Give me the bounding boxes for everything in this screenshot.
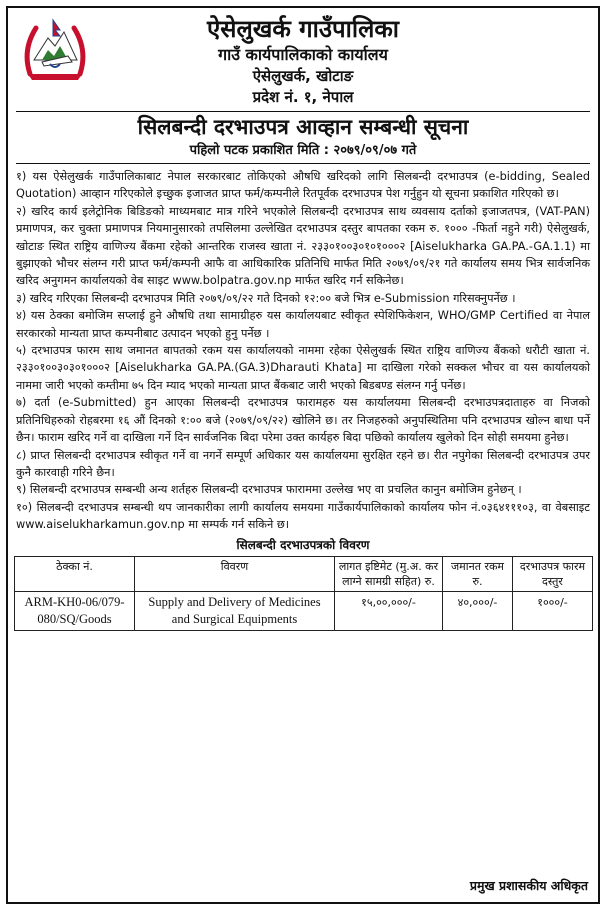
notice-page bbox=[6, 6, 600, 904]
government-emblem-icon bbox=[20, 16, 90, 84]
cell-security-amount: ४०,०००/- bbox=[443, 591, 513, 630]
cell-description: Supply and Delivery of Medicines and Surgical Equipments bbox=[135, 591, 335, 630]
cell-cost-estimate: १५,००,०००/- bbox=[335, 591, 443, 630]
notice-paragraph: २) खरिद कार्य इलेट्रोनिक बिडिङको माध्यमबाट मात्र गरिने भएकोले सिलबन्दी दरभाउपत्र साथ व्यवसाय दर्ताको इजाजतपत्र, (VAT-PAN) प्रमाणपत्र, कर चुक्ता प्रमाणपत्र नियमानुसारको तपसिलमा उल्लेखित दरभाउपत्र दस्तुर बापतका रकम रु. १००० -फिर्ता नहुने गरी) ऐसेलुखर्क, खोटाङ स्थित राष्ट्रिय वाणिज्य बैंकमा रहेको आन्तरिक राजस्व खाता नं. २३३०१००३०१०१०००२ [Aiselukharka GA.PA.-GA.1.1) मा बुझाएको भौचर संलग्न गरी प्राप्त फर्म/कम्पनी आफै वा आधिकारिक प्रतिनिधि मार्फत मिति २०७९/०९/२१ गते कार्यालय समय भित्र सार्वजनिक खरिद अनुगमन कार्यालयको वेब साइट www.bolpatra.gov.np मार्फत खरिद गर्न सकिनेछ। bbox=[16, 204, 590, 288]
notice-paragraph: ८) प्राप्त सिलबन्दी दरभाउपत्र स्वीकृत गर्ने वा नगर्ने सम्पूर्ण अधिकार यस कार्यालयमा सुरक्षित रहने छ। रीत नपुगेका सिलबन्दी दरभाउपत्र उपर कुनै कारवाही गरिने छैन। bbox=[16, 448, 590, 479]
office-name: गाउँ कार्यपालिकाको कार्यालय bbox=[218, 45, 388, 64]
header-contract-no: ठेक्का नं. bbox=[15, 556, 135, 591]
municipality-name: ऐसेलुखर्क गाउँपालिका bbox=[206, 15, 400, 43]
notice-paragraph: १) यस ऐसेलुखर्क गाउँपालिकाबाट नेपाल सरकारबाट तोकिएको औषधि खरिदको लागि सिलबन्दी दरभाउपत्र (e-bidding, Sealed Quotation) आव्हान गरिएकोले इच्छुक इजाजत प्राप्त फर्म/कम्पनीले रितपूर्वक दरभाउपत्र पेश गर्नुहुन यो सूचना प्रकाशित गरिएको छ। bbox=[16, 170, 590, 201]
notice-title: सिलबन्दी दरभाउपत्र आव्हान सम्बन्धी सूचना bbox=[137, 115, 469, 139]
notice-paragraph: ४) यस ठेक्का बमोजिम सप्लाई हुने औषधि तथा सामाग्रीहरु यस कार्यालयबाट स्वीकृत स्पेशिफिकेशन, WHO/GMP Certified वा नेपाल सरकारको मान्यता प्राप्त कम्पनीबाट उत्पादन भएको हुनु पर्नेछ । bbox=[16, 309, 590, 340]
subtitle-divider bbox=[16, 163, 590, 164]
table-row bbox=[15, 591, 593, 630]
header-cost-estimate: लागत इष्टिमेट (मु.अ. कर लाग्ने सामग्री सहित) रु. bbox=[335, 556, 443, 591]
province-name: प्रदेश नं. १, नेपाल bbox=[252, 88, 354, 106]
letterhead bbox=[8, 8, 598, 108]
header-security-amount: जमानत रकम रु. bbox=[443, 556, 513, 591]
details-table-title: सिलबन्दी दरभाउपत्रको विवरण bbox=[236, 537, 370, 552]
office-location: ऐसेलुखर्क, खोटाङ bbox=[252, 67, 354, 85]
notice-paragraph: १०) सिलबन्दी दरभाउपत्र सम्बन्धी थप जानकारीका लागी कार्यालय समयमा गाउँकार्यपालिकाको कार्यालय फोन नं.०३६४१११०३, वा वेबसाइट www.aiselukharkamun.gov.np मा सम्पर्क गर्न सकिने छ। bbox=[16, 500, 590, 532]
header-form-fee: दरभाउपत्र फारम दस्तुर bbox=[513, 556, 593, 591]
notice-paragraph: ९) सिलबन्दी दरभाउपत्र सम्बन्धी अन्य शर्तहरु सिलबन्दी दरभाउपत्र फाराममा उल्लेख भए वा प्रचलित कानुन बमोजिम हुनेछन् । bbox=[16, 483, 522, 497]
notice-paragraph: ३) खरिद गरिएका सिलबन्दी दरभाउपत्र मिति २०७९/०९/२२ गते दिनको १२:०० बजे भित्र e-Submission गरिसक्नुपर्नेछ । bbox=[16, 291, 516, 305]
notice-paragraph: ५) दरभाउपत्र फारम साथ जमानत बापतको रकम यस कार्यालयको नाममा रहेका ऐसेलुखर्क स्थित राष्ट्रिय वाणिज्य बैंकको धरौटी खाता नं. २३३०१००३०३०१०००२ [Aiselukharka GA.PA.(GA.3)Dharauti Khata] मा दाखिला गरेको सक्कल भौचर वा यस कार्यालयको नाममा जारी भएको कम्तीमा ७५ दिन म्याद भएको मान्यता प्राप्त बैंकबाट जारी भएको बिडबण्ड संलग्न गर्नु पर्नेछ। bbox=[16, 344, 590, 392]
notice-paragraph: ७) दर्ता (e-Submitted) हुन आएका सिलबन्दी दरभाउपत्र फारामहरु यस कार्यालयमा सिलबन्दी दरभाउपत्रदाताहरु वा निजको प्रतिनिधिहरुको रोहबरमा १६ औं दिनको १:०० बजे (२०७९/०९/२२) खोलिने छ। तर निजहरुको अनुपस्थितिमा पनि दरभाउपत्र खोल्न बाधा पर्ने छैन। फाराम खरिद गर्ने वा दाखिला गर्ने दिन सार्वजनिक बिदा परेमा उक्त कार्यहरु बिदा पछिको कार्यालय खुलेको दिन सोही समयमा हुनेछ। bbox=[16, 396, 590, 445]
cell-contract-no: ARM-KH0-06/079-080/SQ/Goods bbox=[15, 591, 135, 630]
header-description: विवरण bbox=[135, 556, 335, 591]
table-header-row bbox=[15, 556, 593, 591]
signatory-title: प्रमुख प्रशासकीय अधिकृत bbox=[469, 878, 588, 893]
notice-body bbox=[8, 168, 598, 534]
first-published-date: पहिलो पटक प्रकाशित मिति : २०७९/०९/०७ गते bbox=[189, 143, 417, 158]
cell-form-fee: १०००/- bbox=[513, 591, 593, 630]
details-table bbox=[14, 556, 593, 631]
